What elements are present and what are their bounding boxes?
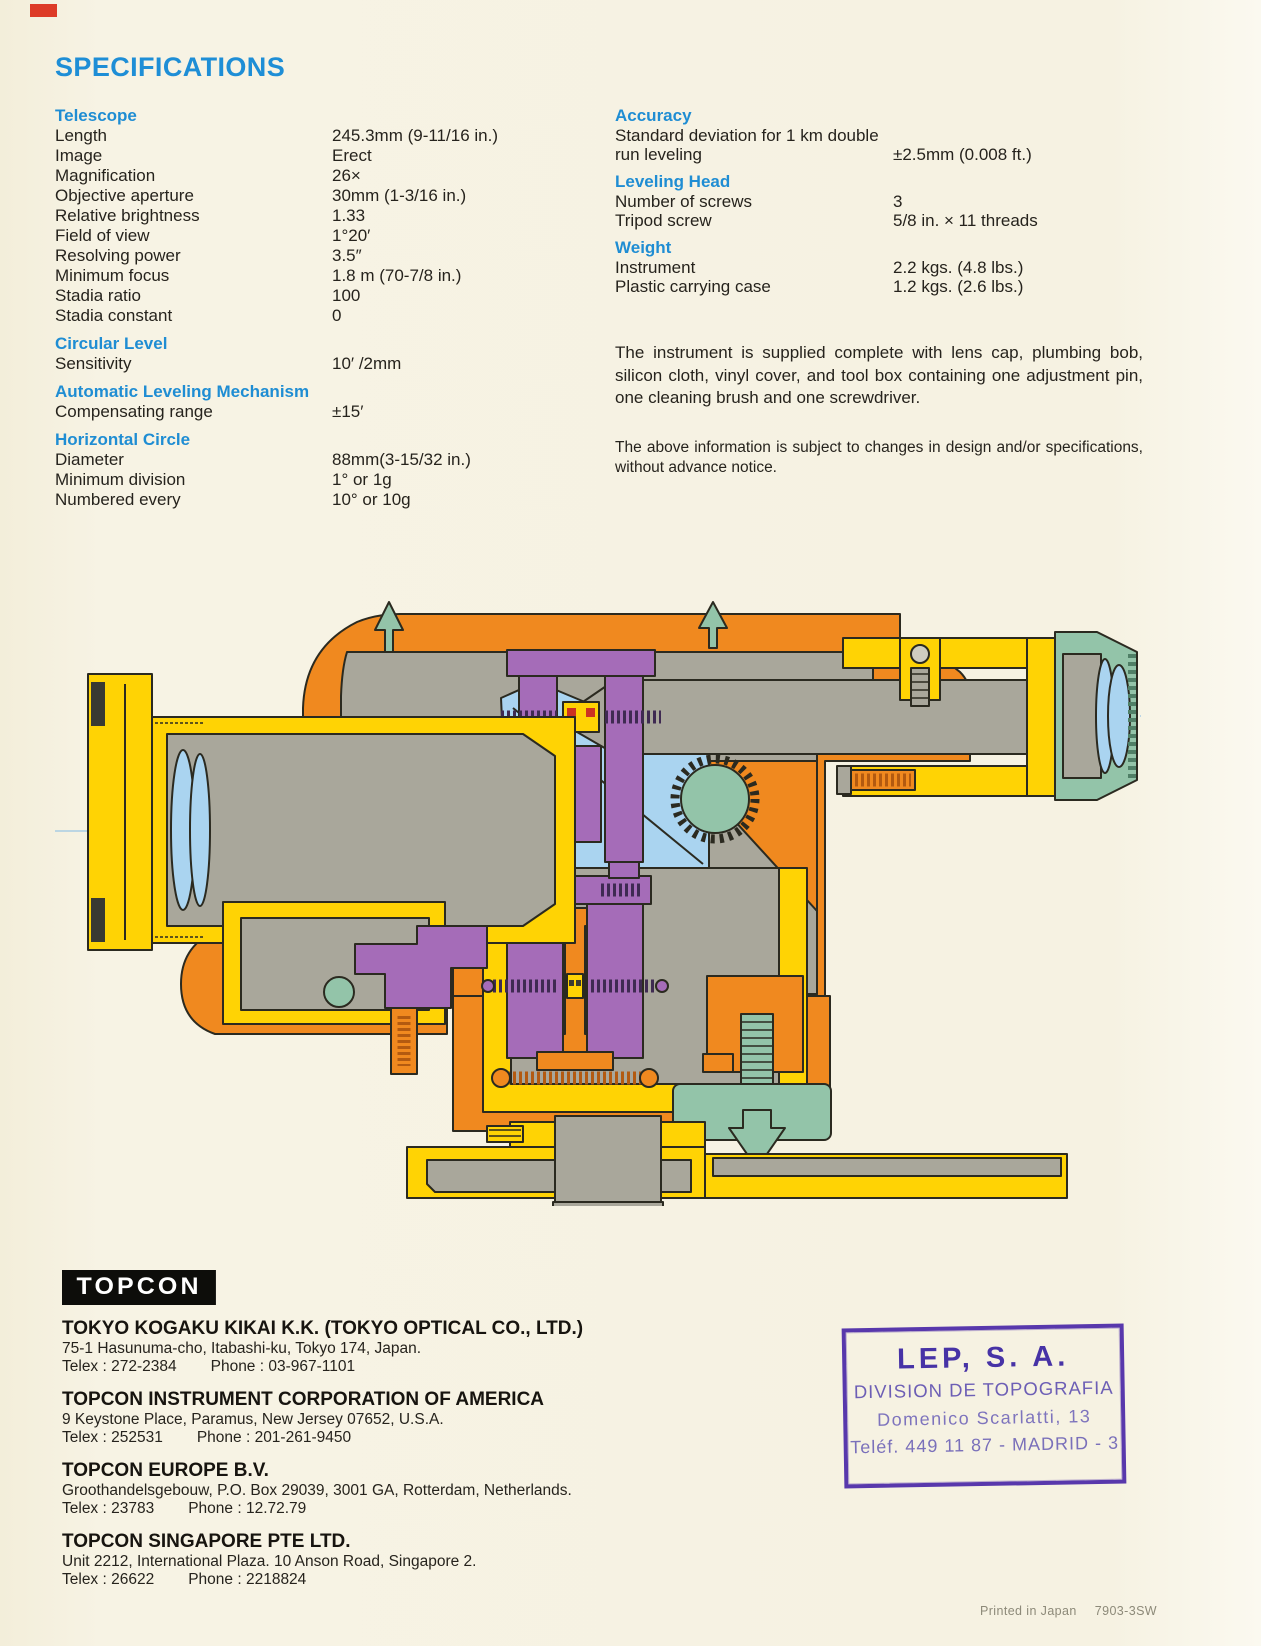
spec-label: Diameter xyxy=(55,450,124,469)
spec-label: Image xyxy=(55,146,103,165)
telescope-shaft xyxy=(577,680,1030,754)
company-telex: Telex : 252531 xyxy=(62,1429,163,1446)
spec-value: 0 xyxy=(332,306,342,325)
spec-value: 2.2 kgs. (4.8 lbs.) xyxy=(893,258,1024,277)
spec-value: 1°20′ xyxy=(332,226,371,245)
company-block xyxy=(62,1460,702,1518)
objective-lens xyxy=(190,754,210,906)
spec-value: 1.2 kgs. (2.6 lbs.) xyxy=(893,277,1024,296)
spec-row xyxy=(615,211,1143,230)
printed-in: Printed in Japan xyxy=(980,1604,1077,1618)
spec-row xyxy=(55,470,600,490)
spec-value: 3.5″ xyxy=(332,246,362,265)
section-accuracy xyxy=(615,106,1143,164)
spec-row xyxy=(55,206,600,226)
spec-label: Length xyxy=(55,126,107,145)
section-heading: Weight xyxy=(615,238,672,257)
section-heading: Telescope xyxy=(55,106,137,125)
horizontal-circle-assembly xyxy=(223,902,487,1074)
spec-label: Resolving power xyxy=(55,246,181,265)
stamp-street: Domenico Scarlatti, 13 xyxy=(877,1406,1092,1430)
company-contacts xyxy=(62,1500,702,1518)
stamp-phone-city: Teléf. 449 11 87 - MADRID - 3 xyxy=(850,1432,1120,1458)
spec-row xyxy=(55,266,600,286)
section-telescope xyxy=(55,106,600,326)
spec-value: 10′ /2mm xyxy=(332,354,402,373)
disclaimer-note: The above information is subject to changes in design and/or specifications, without advance notice. xyxy=(615,438,1143,476)
company-contacts xyxy=(62,1571,702,1589)
company-name: TOPCON INSTRUMENT CORPORATION OF AMERICA xyxy=(62,1389,545,1410)
spec-row xyxy=(55,226,600,246)
spec-row xyxy=(55,354,600,374)
spec-row xyxy=(55,186,600,206)
company-directory xyxy=(62,1270,702,1589)
spec-row xyxy=(55,146,600,166)
spec-label: Relative brightness xyxy=(55,206,200,225)
ball-bearing xyxy=(324,977,354,1007)
company-telex: Telex : 23783 xyxy=(62,1500,155,1517)
spec-value: 5/8 in. × 11 threads xyxy=(893,211,1038,230)
company-address: 9 Keystone Place, Paramus, New Jersey 07652, U.S.A. xyxy=(62,1411,444,1428)
spec-label: Instrument xyxy=(615,258,696,277)
company-phone: Phone : 201-261-9450 xyxy=(196,1429,352,1446)
instrument-cutaway-diagram xyxy=(55,556,1145,1206)
spec-label: Minimum division xyxy=(55,470,186,489)
section-weight xyxy=(615,238,1143,296)
spec-label: Objective aperture xyxy=(55,186,194,205)
distributor-stamp xyxy=(842,1324,1127,1489)
tripod-screw-socket xyxy=(555,1116,661,1204)
spec-column-left xyxy=(55,106,600,510)
spec-value: ±15′ xyxy=(332,402,364,421)
spec-row xyxy=(55,126,600,146)
spec-row xyxy=(55,306,600,326)
section-circular-level xyxy=(55,334,600,374)
supplied-accessories-note: The instrument is supplied complete with lens cap, plumbing bob, silicon cloth, vinyl cover, and tool box containing one adjustment pin, one cleaning brush and one screwdriver. xyxy=(615,343,1143,407)
company-telex: Telex : 26622 xyxy=(62,1571,155,1588)
spec-label: Numbered every xyxy=(55,490,181,509)
stamp-company: LEP, S. A. xyxy=(896,1340,1070,1376)
section-heading: Circular Level xyxy=(55,334,168,353)
spec-value: 26× xyxy=(332,166,361,185)
section-heading: Leveling Head xyxy=(615,172,731,191)
spec-row xyxy=(615,277,1143,296)
spec-label: Minimum focus xyxy=(55,266,170,285)
section-heading: Automatic Leveling Mechanism xyxy=(55,382,310,401)
company-contacts xyxy=(62,1429,702,1447)
spec-label: Number of screws xyxy=(615,192,752,211)
spec-row xyxy=(615,192,1143,211)
eyepiece-lens xyxy=(1108,665,1130,767)
spec-label: Sensitivity xyxy=(55,354,132,373)
spec-value: 3 xyxy=(893,192,903,211)
company-block xyxy=(62,1389,702,1447)
topcon-logo: TOPCON xyxy=(62,1270,216,1305)
spec-label: Compensating range xyxy=(55,402,213,421)
spec-column-right xyxy=(615,106,1143,479)
company-address: Unit 2212, International Plaza. 10 Anson Road, Singapore 2. xyxy=(62,1553,477,1570)
spec-label: Stadia constant xyxy=(55,306,173,325)
spec-row xyxy=(55,246,600,266)
spec-value: 30mm (1-3/16 in.) xyxy=(332,186,467,205)
spec-label: Stadia ratio xyxy=(55,286,141,305)
company-address: Groothandelsgebouw, P.O. Box 29039, 3001 GA, Rotterdam, Netherlands. xyxy=(62,1482,572,1499)
spec-value: 1° or 1g xyxy=(332,470,392,489)
spec-label: Magnification xyxy=(55,166,156,185)
company-name: TOPCON EUROPE B.V. xyxy=(62,1460,269,1481)
spec-row xyxy=(615,126,1143,164)
stamp-division: DIVISION DE TOPOGRAFIA xyxy=(853,1376,1114,1403)
company-contacts xyxy=(62,1358,702,1376)
company-name: TOPCON SINGAPORE PTE LTD. xyxy=(62,1531,351,1552)
spec-value: 88mm(3-15/32 in.) xyxy=(332,450,471,469)
spec-row xyxy=(55,166,600,186)
spec-value: ±2.5mm (0.008 ft.) xyxy=(893,145,1032,164)
spec-value: 100 xyxy=(332,286,361,305)
section-heading: Horizontal Circle xyxy=(55,430,191,449)
spec-row xyxy=(55,450,600,470)
spec-label: Plastic carrying case xyxy=(615,277,771,296)
print-footer xyxy=(980,1604,1175,1618)
company-phone: Phone : 2218824 xyxy=(188,1571,307,1588)
section-heading: Accuracy xyxy=(615,106,692,125)
section-leveling-head xyxy=(615,172,1143,230)
company-telex: Telex : 272-2384 xyxy=(62,1358,177,1375)
spec-label: Tripod screw xyxy=(615,211,712,230)
company-block xyxy=(62,1531,702,1589)
spec-value: 1.33 xyxy=(332,206,366,225)
print-code: 7903-3SW xyxy=(1094,1604,1158,1618)
spec-row xyxy=(55,402,600,422)
spec-row xyxy=(615,258,1143,277)
spec-label: Standard deviation for 1 km double run leveling xyxy=(615,126,879,164)
spec-label: Field of view xyxy=(55,226,150,245)
company-phone: Phone : 12.72.79 xyxy=(188,1500,307,1517)
spec-value: 10° or 10g xyxy=(332,490,411,509)
section-automatic-leveling xyxy=(55,382,600,422)
section-horizontal-circle xyxy=(55,430,600,510)
spec-row xyxy=(55,286,600,306)
spec-row xyxy=(55,490,600,510)
print-registration-mark xyxy=(30,4,57,17)
spec-value: 1.8 m (70-7/8 in.) xyxy=(332,266,462,285)
company-name: TOKYO KOGAKU KIKAI K.K. (TOKYO OPTICAL CO., LTD.) xyxy=(62,1318,584,1339)
spec-value: 245.3mm (9-11/16 in.) xyxy=(332,126,498,145)
spec-value: Erect xyxy=(332,146,372,165)
page-title: SPECIFICATIONS xyxy=(55,52,286,82)
company-block xyxy=(62,1318,702,1376)
company-phone: Phone : 03-967-1101 xyxy=(210,1358,356,1375)
company-address: 75-1 Hasunuma-cho, Itabashi-ku, Tokyo 174, Japan. xyxy=(62,1340,422,1357)
